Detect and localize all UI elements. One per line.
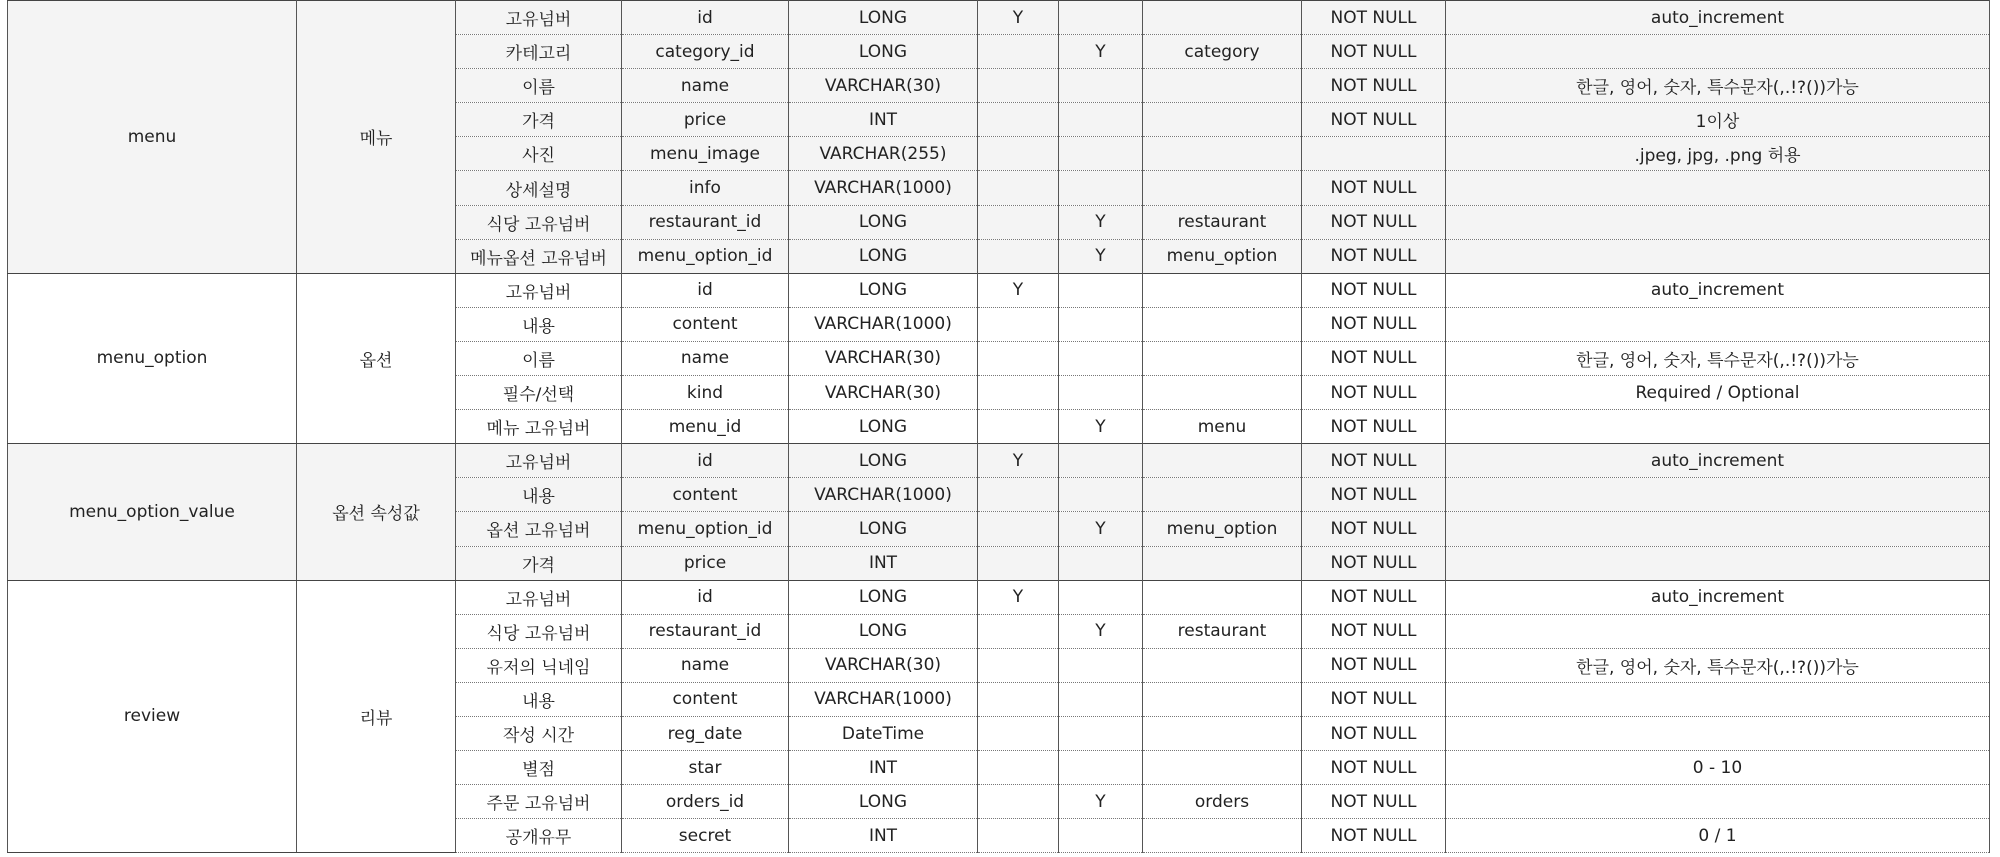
table-row xyxy=(8,580,1990,614)
korean-description-cell: 내용 xyxy=(456,307,622,341)
data-type-cell: VARCHAR(30) xyxy=(789,376,978,410)
note-cell: 1이상 xyxy=(1446,103,1990,137)
not-null-cell: NOT NULL xyxy=(1302,682,1446,716)
not-null-cell: NOT NULL xyxy=(1302,376,1446,410)
foreign-key-cell xyxy=(1059,69,1143,103)
korean-description-cell: 유저의 닉네임 xyxy=(456,648,622,682)
primary-key-cell xyxy=(978,682,1059,716)
foreign-key-cell xyxy=(1059,751,1143,785)
not-null-cell: NOT NULL xyxy=(1302,273,1446,307)
not-null-cell: NOT NULL xyxy=(1302,716,1446,750)
note-cell xyxy=(1446,614,1990,648)
primary-key-cell xyxy=(978,819,1059,853)
data-type-cell: LONG xyxy=(789,444,978,478)
not-null-cell: NOT NULL xyxy=(1302,341,1446,375)
primary-key-cell xyxy=(978,751,1059,785)
reference-table-cell xyxy=(1143,1,1302,35)
data-type-cell: LONG xyxy=(789,239,978,273)
korean-description-cell: 카테고리 xyxy=(456,35,622,69)
not-null-cell: NOT NULL xyxy=(1302,648,1446,682)
data-type-cell: LONG xyxy=(789,273,978,307)
column-name-cell: reg_date xyxy=(622,716,789,750)
table-name-cell: menu_option_value xyxy=(8,444,297,580)
data-type-cell: LONG xyxy=(789,410,978,444)
note-cell xyxy=(1446,410,1990,444)
not-null-cell: NOT NULL xyxy=(1302,580,1446,614)
table-group-menu-option xyxy=(8,273,1990,443)
note-cell xyxy=(1446,478,1990,512)
reference-table-cell xyxy=(1143,716,1302,750)
data-type-cell: LONG xyxy=(789,205,978,239)
not-null-cell: NOT NULL xyxy=(1302,444,1446,478)
korean-description-cell: 작성 시간 xyxy=(456,716,622,750)
reference-table-cell xyxy=(1143,137,1302,171)
reference-table-cell xyxy=(1143,819,1302,853)
primary-key-cell: Y xyxy=(978,273,1059,307)
column-name-cell: orders_id xyxy=(622,785,789,819)
foreign-key-cell: Y xyxy=(1059,239,1143,273)
foreign-key-cell: Y xyxy=(1059,512,1143,546)
column-name-cell: price xyxy=(622,546,789,580)
note-cell: auto_increment xyxy=(1446,444,1990,478)
korean-description-cell: 사진 xyxy=(456,137,622,171)
korean-description-cell: 고유넘버 xyxy=(456,444,622,478)
data-type-cell: INT xyxy=(789,751,978,785)
data-type-cell: LONG xyxy=(789,785,978,819)
foreign-key-cell xyxy=(1059,376,1143,410)
korean-description-cell: 옵션 고유넘버 xyxy=(456,512,622,546)
foreign-key-cell xyxy=(1059,716,1143,750)
column-name-cell: category_id xyxy=(622,35,789,69)
korean-description-cell: 메뉴옵션 고유넘버 xyxy=(456,239,622,273)
primary-key-cell xyxy=(978,410,1059,444)
data-type-cell: DateTime xyxy=(789,716,978,750)
primary-key-cell xyxy=(978,69,1059,103)
foreign-key-cell xyxy=(1059,648,1143,682)
not-null-cell: NOT NULL xyxy=(1302,410,1446,444)
reference-table-cell xyxy=(1143,171,1302,205)
reference-table-cell xyxy=(1143,69,1302,103)
foreign-key-cell xyxy=(1059,478,1143,512)
schema-table xyxy=(7,0,1990,853)
data-type-cell: VARCHAR(1000) xyxy=(789,171,978,205)
table-group-review xyxy=(8,580,1990,853)
data-type-cell: VARCHAR(255) xyxy=(789,137,978,171)
column-name-cell: menu_option_id xyxy=(622,512,789,546)
foreign-key-cell xyxy=(1059,307,1143,341)
table-label-cell: 메뉴 xyxy=(297,1,456,274)
foreign-key-cell xyxy=(1059,103,1143,137)
column-name-cell: menu_id xyxy=(622,410,789,444)
note-cell: 한글, 영어, 숫자, 특수문자(,.!?())가능 xyxy=(1446,341,1990,375)
reference-table-cell: orders xyxy=(1143,785,1302,819)
not-null-cell: NOT NULL xyxy=(1302,239,1446,273)
korean-description-cell: 이름 xyxy=(456,69,622,103)
data-type-cell: VARCHAR(1000) xyxy=(789,478,978,512)
reference-table-cell: restaurant xyxy=(1143,614,1302,648)
note-cell xyxy=(1446,512,1990,546)
reference-table-cell xyxy=(1143,103,1302,137)
foreign-key-cell: Y xyxy=(1059,205,1143,239)
column-name-cell: content xyxy=(622,682,789,716)
not-null-cell: NOT NULL xyxy=(1302,69,1446,103)
column-name-cell: price xyxy=(622,103,789,137)
primary-key-cell xyxy=(978,205,1059,239)
foreign-key-cell xyxy=(1059,273,1143,307)
data-type-cell: VARCHAR(30) xyxy=(789,648,978,682)
foreign-key-cell xyxy=(1059,341,1143,375)
not-null-cell: NOT NULL xyxy=(1302,512,1446,546)
korean-description-cell: 필수/선택 xyxy=(456,376,622,410)
reference-table-cell: menu_option xyxy=(1143,512,1302,546)
data-type-cell: LONG xyxy=(789,35,978,69)
korean-description-cell: 이름 xyxy=(456,341,622,375)
reference-table-cell xyxy=(1143,444,1302,478)
table-name-cell: review xyxy=(8,580,297,853)
not-null-cell: NOT NULL xyxy=(1302,103,1446,137)
table-name-cell: menu xyxy=(8,1,297,274)
note-cell: 0 - 10 xyxy=(1446,751,1990,785)
primary-key-cell: Y xyxy=(978,580,1059,614)
not-null-cell: NOT NULL xyxy=(1302,307,1446,341)
not-null-cell: NOT NULL xyxy=(1302,171,1446,205)
foreign-key-cell xyxy=(1059,1,1143,35)
primary-key-cell: Y xyxy=(978,1,1059,35)
foreign-key-cell xyxy=(1059,171,1143,205)
foreign-key-cell xyxy=(1059,137,1143,171)
primary-key-cell xyxy=(978,785,1059,819)
korean-description-cell: 내용 xyxy=(456,478,622,512)
data-type-cell: LONG xyxy=(789,614,978,648)
korean-description-cell: 식당 고유넘버 xyxy=(456,614,622,648)
korean-description-cell: 고유넘버 xyxy=(456,1,622,35)
note-cell xyxy=(1446,239,1990,273)
korean-description-cell: 고유넘버 xyxy=(456,580,622,614)
column-name-cell: restaurant_id xyxy=(622,205,789,239)
column-name-cell: menu_option_id xyxy=(622,239,789,273)
foreign-key-cell xyxy=(1059,580,1143,614)
korean-description-cell: 주문 고유넘버 xyxy=(456,785,622,819)
column-name-cell: secret xyxy=(622,819,789,853)
table-group-menu xyxy=(8,1,1990,274)
column-name-cell: kind xyxy=(622,376,789,410)
column-name-cell: id xyxy=(622,444,789,478)
reference-table-cell: menu_option xyxy=(1143,239,1302,273)
foreign-key-cell xyxy=(1059,444,1143,478)
reference-table-cell xyxy=(1143,307,1302,341)
note-cell: 한글, 영어, 숫자, 특수문자(,.!?())가능 xyxy=(1446,69,1990,103)
note-cell xyxy=(1446,716,1990,750)
not-null-cell: NOT NULL xyxy=(1302,546,1446,580)
primary-key-cell xyxy=(978,239,1059,273)
column-name-cell: info xyxy=(622,171,789,205)
primary-key-cell xyxy=(978,376,1059,410)
reference-table-cell xyxy=(1143,682,1302,716)
note-cell xyxy=(1446,307,1990,341)
not-null-cell: NOT NULL xyxy=(1302,819,1446,853)
column-name-cell: star xyxy=(622,751,789,785)
korean-description-cell: 공개유무 xyxy=(456,819,622,853)
korean-description-cell: 가격 xyxy=(456,103,622,137)
data-type-cell: INT xyxy=(789,546,978,580)
korean-description-cell: 메뉴 고유넘버 xyxy=(456,410,622,444)
primary-key-cell xyxy=(978,137,1059,171)
note-cell: 0 / 1 xyxy=(1446,819,1990,853)
column-name-cell: menu_image xyxy=(622,137,789,171)
not-null-cell: NOT NULL xyxy=(1302,205,1446,239)
primary-key-cell xyxy=(978,512,1059,546)
reference-table-cell xyxy=(1143,273,1302,307)
note-cell xyxy=(1446,171,1990,205)
primary-key-cell xyxy=(978,648,1059,682)
foreign-key-cell xyxy=(1059,819,1143,853)
reference-table-cell: category xyxy=(1143,35,1302,69)
primary-key-cell xyxy=(978,614,1059,648)
primary-key-cell xyxy=(978,171,1059,205)
column-name-cell: name xyxy=(622,648,789,682)
not-null-cell: NOT NULL xyxy=(1302,35,1446,69)
note-cell xyxy=(1446,785,1990,819)
data-type-cell: VARCHAR(30) xyxy=(789,341,978,375)
foreign-key-cell: Y xyxy=(1059,785,1143,819)
primary-key-cell xyxy=(978,103,1059,137)
column-name-cell: restaurant_id xyxy=(622,614,789,648)
note-cell: .jpeg, jpg, .png 허용 xyxy=(1446,137,1990,171)
foreign-key-cell xyxy=(1059,682,1143,716)
column-name-cell: id xyxy=(622,273,789,307)
column-name-cell: name xyxy=(622,69,789,103)
column-name-cell: id xyxy=(622,580,789,614)
not-null-cell: NOT NULL xyxy=(1302,1,1446,35)
note-cell: auto_increment xyxy=(1446,580,1990,614)
reference-table-cell: restaurant xyxy=(1143,205,1302,239)
column-name-cell: content xyxy=(622,307,789,341)
reference-table-cell xyxy=(1143,580,1302,614)
korean-description-cell: 내용 xyxy=(456,682,622,716)
data-type-cell: LONG xyxy=(789,512,978,546)
foreign-key-cell: Y xyxy=(1059,410,1143,444)
reference-table-cell xyxy=(1143,546,1302,580)
not-null-cell: NOT NULL xyxy=(1302,614,1446,648)
reference-table-cell: menu xyxy=(1143,410,1302,444)
reference-table-cell xyxy=(1143,376,1302,410)
data-type-cell: VARCHAR(1000) xyxy=(789,307,978,341)
data-type-cell: LONG xyxy=(789,1,978,35)
data-type-cell: INT xyxy=(789,819,978,853)
primary-key-cell xyxy=(978,341,1059,375)
reference-table-cell xyxy=(1143,341,1302,375)
korean-description-cell: 가격 xyxy=(456,546,622,580)
note-cell xyxy=(1446,35,1990,69)
note-cell: auto_increment xyxy=(1446,273,1990,307)
not-null-cell: NOT NULL xyxy=(1302,751,1446,785)
reference-table-cell xyxy=(1143,751,1302,785)
primary-key-cell xyxy=(978,307,1059,341)
data-type-cell: INT xyxy=(789,103,978,137)
not-null-cell: NOT NULL xyxy=(1302,785,1446,819)
note-cell xyxy=(1446,546,1990,580)
primary-key-cell xyxy=(978,716,1059,750)
primary-key-cell xyxy=(978,546,1059,580)
not-null-cell xyxy=(1302,137,1446,171)
foreign-key-cell: Y xyxy=(1059,35,1143,69)
table-label-cell: 리뷰 xyxy=(297,580,456,853)
primary-key-cell: Y xyxy=(978,444,1059,478)
korean-description-cell: 식당 고유넘버 xyxy=(456,205,622,239)
table-row xyxy=(8,1,1990,35)
data-type-cell: LONG xyxy=(789,580,978,614)
reference-table-cell xyxy=(1143,648,1302,682)
table-group-menu-option-value xyxy=(8,444,1990,580)
column-name-cell: content xyxy=(622,478,789,512)
reference-table-cell xyxy=(1143,478,1302,512)
column-name-cell: id xyxy=(622,1,789,35)
korean-description-cell: 상세설명 xyxy=(456,171,622,205)
foreign-key-cell xyxy=(1059,546,1143,580)
note-cell: auto_increment xyxy=(1446,1,1990,35)
foreign-key-cell: Y xyxy=(1059,614,1143,648)
not-null-cell: NOT NULL xyxy=(1302,478,1446,512)
primary-key-cell xyxy=(978,478,1059,512)
column-name-cell: name xyxy=(622,341,789,375)
data-type-cell: VARCHAR(30) xyxy=(789,69,978,103)
primary-key-cell xyxy=(978,35,1059,69)
table-row xyxy=(8,444,1990,478)
data-type-cell: VARCHAR(1000) xyxy=(789,682,978,716)
table-label-cell: 옵션 속성값 xyxy=(297,444,456,580)
korean-description-cell: 별점 xyxy=(456,751,622,785)
table-label-cell: 옵션 xyxy=(297,273,456,443)
table-name-cell: menu_option xyxy=(8,273,297,443)
note-cell: Required / Optional xyxy=(1446,376,1990,410)
table-row xyxy=(8,273,1990,307)
schema-sheet xyxy=(7,0,1990,853)
note-cell xyxy=(1446,682,1990,716)
note-cell xyxy=(1446,205,1990,239)
korean-description-cell: 고유넘버 xyxy=(456,273,622,307)
note-cell: 한글, 영어, 숫자, 특수문자(,.!?())가능 xyxy=(1446,648,1990,682)
